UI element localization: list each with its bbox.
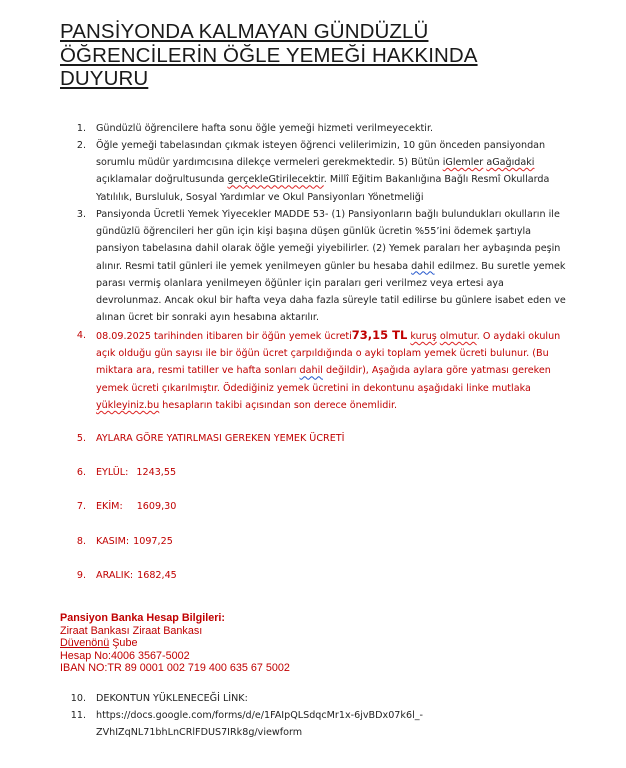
- month-amount: 1682,45: [137, 570, 177, 581]
- list-item-11: 11. https://docs.google.com/forms/d/e/1FAIpQLSdqcMr1x-6jvBDx07k6l_- ZVhIZqNL71bhLnCRlFDUS7IRk8g/viewform: [72, 707, 568, 741]
- upload-link[interactable]: https://docs.google.com/forms/d/e/1FAIpQLSdqcMr1x-6jvBDx07k6l_-: [96, 710, 423, 721]
- list-item-november: 8. KASIM: 1097,25: [76, 536, 173, 547]
- upload-link-continued[interactable]: ZVhIZqNL71bhLnCRlFDUS7IRk8g/viewform: [96, 727, 303, 739]
- bank-name: Ziraat Bankası Ziraat Bankası: [60, 624, 203, 637]
- month-amount: 1609,30: [136, 501, 177, 512]
- title-line-2: ÖĞRENCİLERİN ÖĞLE YEMEĞİ HAKKINDA: [60, 43, 478, 67]
- list-item-4: 4. 08.09.2025 tarihinden itibaren bir öğün yemek ücreti73,15 TL kuruş olmutur. O aydaki okulun açık olduğu gün sayısı ile bir öğün ücret çarpıldığında o ayki toplam yemek ücreti bulunur. (Bu miktara ara, resmi tatiller ve hafta sonları dahil değildir), Aşağıda aylara göre yatması gereken yemek ücreti çıkarılmıştır. Ödediğiniz yemek ücretini in dekontunu aşağıdaki linke mutlaka yükleyiniz.bu hesapların takibi açısından son derece önemlidir.: [76, 328, 561, 411]
- bank-info: [60, 612, 290, 675]
- month-amount: 1097,25: [133, 536, 173, 547]
- iban: IBAN NO:TR 89 0001 002 719 400 635 67 5002: [60, 662, 290, 675]
- list-item-october: 7. EKİM: 1609,30: [76, 501, 177, 512]
- list-item-3: 3. Pansiyonda Ücretli Yemek Yiyecekler MADDE 53- (1) Pansiyonların bağlı bulundukları okulların ile gündüzlü öğrencileri her gün için kişi başına düşen günlük ücretin %55’ini ödemek şartıyla pansiyon tabelasına dahil olarak öğle yemeği yiyebilirler. (2) Yemek paraları her aybaşında peşin alınır. Resmi tatil günleri ile yemek yenilmeyen günler bu hesaba dahil edilmez. Bu suretle yemek parası vermiş olanlara yenilmeyen öğünler için paraları geri verilmez veya ertesi aya devrolunmaz. Ancak okul bir hafta veya daha fazla süreyle tatil edilirse bu günlere isabet eden ve alınan ücret bir sonraki ayın hesabına aktarılır.: [76, 209, 566, 324]
- bank-branch: Düvenönü Şube: [60, 637, 138, 650]
- bank-heading: Pansiyon Banka Hesap Bilgileri:: [60, 612, 226, 624]
- title-line-3: DUYURU: [60, 67, 149, 90]
- month-label: EYLÜL:: [96, 467, 129, 478]
- list-item-1: 1. Gündüzlü öğrencilere hafta sonu öğle yemeği hizmeti verilmeyecektir.: [76, 123, 434, 134]
- title-line-1: PANSİYONDA KALMAYAN GÜNDÜZLÜ: [60, 20, 429, 43]
- list-item-2: 2. Öğle yemeği tabelasından çıkmak isteyen öğrenci velilerimizin, 10 gün önceden pansiyondan sorumlu müdür yardımcısına dilekçe vermeleri gerekmektedir. 5) Bütün iGlemler aGağıdaki açıklamalar doğrultusunda gerçekleGtirilecektir. Millî Eğitim Bakanlığına Bağlı Resmî Okullarda Yatılılık, Bursluluk, Sosyal Yardımlar ve Okul Pansiyonları Yönetmeliği: [76, 140, 550, 203]
- list-item-5: 5. AYLARA GÖRE YATIRLMASI GEREKEN YEMEK ÜCRETİ: [76, 433, 345, 444]
- month-label: KASIM:: [96, 536, 130, 547]
- list-item-december: 9. ARALIK: 1682,45: [76, 570, 177, 581]
- list-item-september: 6. EYLÜL: 1243,55: [76, 467, 177, 478]
- month-label: ARALIK:: [96, 570, 134, 581]
- page-title: [60, 20, 580, 91]
- month-amount: 1243,55: [136, 467, 177, 478]
- account-number: Hesap No:4006 3567-5002: [60, 649, 190, 662]
- meal-price: 73,15 TL: [351, 328, 408, 342]
- list-item-10: 10. DEKONTUN YÜKLENECEĞİ LİNK:: [70, 693, 248, 704]
- month-label: EKİM:: [96, 501, 123, 512]
